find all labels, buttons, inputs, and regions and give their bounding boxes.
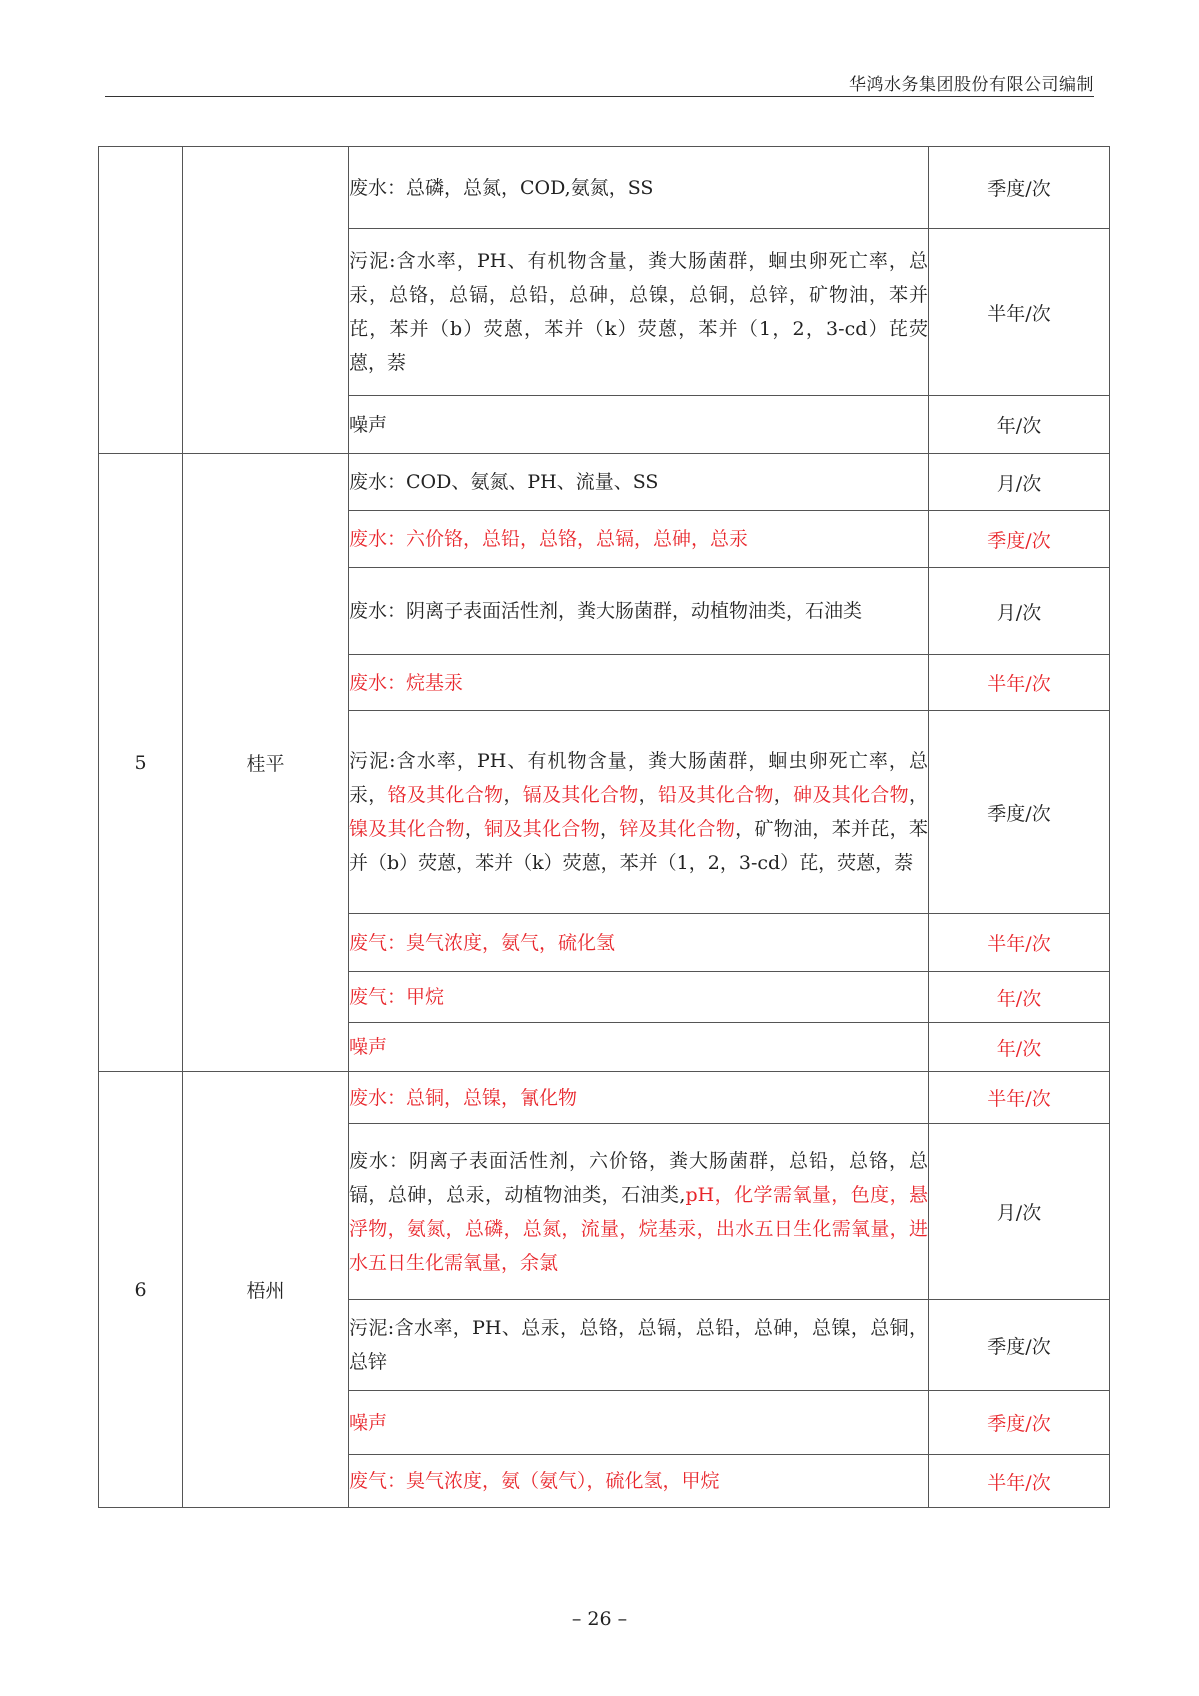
monitoring-frequency: 年/次 <box>929 396 1110 454</box>
monitoring-frequency: 季度/次 <box>929 147 1110 229</box>
header-company: 华鸿水务集团股份有限公司编制 <box>849 75 1094 95</box>
item-text: 镉及其化合物 <box>522 784 639 806</box>
item-text: 铅及其化合物 <box>657 784 774 806</box>
item-text: 废水：六价铬，总铅，总铬，总镉，总砷，总汞 <box>349 528 749 550</box>
item-text: ， <box>908 784 928 806</box>
monitoring-item <box>349 1072 929 1124</box>
monitoring-frequency: 月/次 <box>929 1124 1110 1300</box>
monitoring-item <box>349 711 929 914</box>
item-text: 噪声 <box>349 1036 388 1058</box>
item-text: pH，化学需氧量，色度，悬浮物，氨氮，总磷，总氮，流量，烷基汞，出水五日生化需氧量，进水五日生化需氧量，余氯 <box>349 1183 929 1274</box>
monitoring-frequency: 月/次 <box>929 454 1110 511</box>
item-text: ， <box>464 818 485 840</box>
monitoring-table <box>98 146 1110 1508</box>
monitoring-item <box>349 454 929 511</box>
monitoring-item <box>349 1455 929 1508</box>
row-number: 5 <box>99 454 183 1072</box>
monitoring-item <box>349 972 929 1023</box>
table-row <box>99 454 1110 511</box>
monitoring-frequency: 季度/次 <box>929 1300 1110 1391</box>
item-text: 铬及其化合物 <box>387 784 504 806</box>
item-text: 砷及其化合物 <box>793 784 909 806</box>
monitoring-frequency: 年/次 <box>929 972 1110 1023</box>
item-text: 镍及其化合物 <box>349 818 465 840</box>
page-number: – 26 – <box>571 1608 628 1630</box>
item-text: ， <box>600 818 620 840</box>
monitoring-item <box>349 229 929 396</box>
table-row <box>99 1072 1110 1124</box>
monitoring-frequency: 半年/次 <box>929 655 1110 711</box>
item-text: 废气：臭气浓度，氨气，硫化氢 <box>349 931 616 954</box>
item-text: 废水：COD、氨氮、PH、流量、SS <box>349 471 659 493</box>
item-text: 污泥:含水率，PH、总汞，总铬，总镉，总铅，总砷，总镍，总铜，总锌 <box>349 1317 928 1373</box>
header-rule <box>105 96 1094 97</box>
item-text: ，矿物油，苯并芘，苯并（b）荧蒽，苯并（k）荧蒽，苯并（1，2，3-cd）芘，荧蒽，萘 <box>349 818 928 874</box>
item-text: ， <box>638 784 658 806</box>
item-text: 废水：总铜，总镍，氰化物 <box>349 1086 578 1109</box>
item-text: 铜及其化合物 <box>484 818 600 840</box>
item-text: 废水：烷基汞 <box>349 671 464 694</box>
monitoring-frequency: 年/次 <box>929 1023 1110 1072</box>
monitoring-item <box>349 1300 929 1391</box>
item-text: 锌及其化合物 <box>619 818 736 840</box>
item-text: 废水：阴离子表面活性剂，六价铬，粪大肠菌群，总铅，总铬，总镉，总砷，总汞，动植物油类，石油类, <box>349 1149 928 1206</box>
monitoring-item <box>349 511 929 568</box>
monitoring-frequency: 半年/次 <box>929 229 1110 396</box>
monitoring-frequency: 月/次 <box>929 568 1110 655</box>
monitoring-frequency: 半年/次 <box>929 1455 1110 1508</box>
monitoring-item <box>349 568 929 655</box>
item-text: 废气：臭气浓度，氨（氨气），硫化氢，甲烷 <box>349 1470 720 1492</box>
monitoring-frequency: 季度/次 <box>929 711 1110 914</box>
item-text: 废气：甲烷 <box>349 986 445 1008</box>
monitoring-table-body <box>99 147 1110 1508</box>
monitoring-item <box>349 147 929 229</box>
monitoring-item <box>349 1124 929 1300</box>
row-number <box>99 147 183 454</box>
monitoring-item <box>349 1391 929 1455</box>
monitoring-frequency: 季度/次 <box>929 511 1110 568</box>
item-text: 噪声 <box>349 413 388 436</box>
item-text: 废水：阴离子表面活性剂，粪大肠菌群，动植物油类，石油类 <box>349 600 863 622</box>
table-row <box>99 147 1110 229</box>
item-text: ， <box>773 784 794 806</box>
site-name: 桂平 <box>183 454 349 1072</box>
monitoring-item <box>349 914 929 972</box>
item-text: 污泥:含水率，PH、有机物含量，粪大肠菌群，蛔虫卵死亡率，总汞， <box>349 750 928 806</box>
monitoring-frequency: 半年/次 <box>929 1072 1110 1124</box>
site-name: 梧州 <box>183 1072 349 1508</box>
site-name <box>183 147 349 454</box>
item-text: 噪声 <box>349 1411 388 1434</box>
item-text: ， <box>503 784 523 806</box>
item-text: 废水：总磷，总氮，COD,氨氮，SS <box>349 176 654 199</box>
monitoring-item <box>349 1023 929 1072</box>
row-number: 6 <box>99 1072 183 1508</box>
monitoring-frequency: 半年/次 <box>929 914 1110 972</box>
monitoring-item <box>349 396 929 454</box>
monitoring-item <box>349 655 929 711</box>
monitoring-frequency: 季度/次 <box>929 1391 1110 1455</box>
item-text: 污泥:含水率，PH、有机物含量，粪大肠菌群，蛔虫卵死亡率，总汞，总铬，总镉，总铅，总砷，总镍，总铜，总锌，矿物油，苯并芘，苯并（b）荧蒽，苯并（k）荧蒽，苯并（1，2，3-cd）芘荧蒽，萘 <box>349 250 928 374</box>
